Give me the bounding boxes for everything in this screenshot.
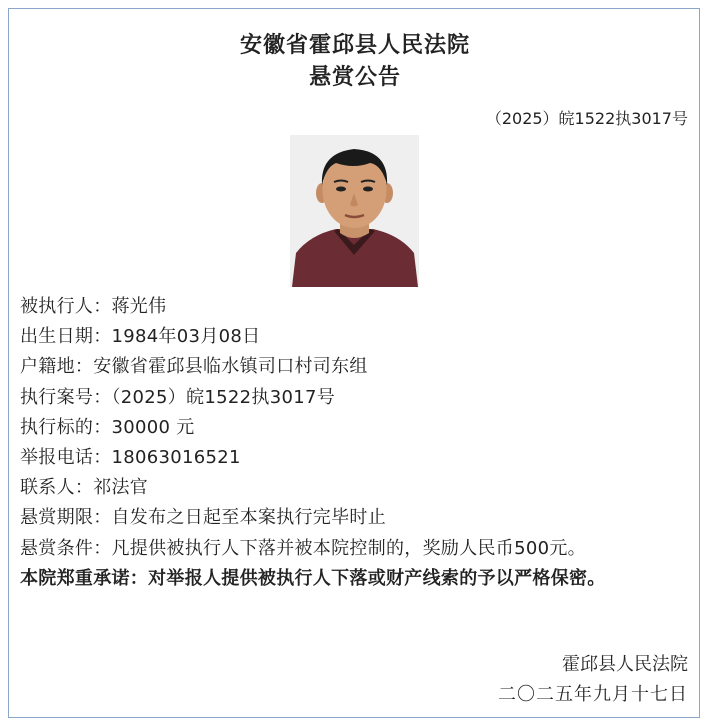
field-value: 祁法官 <box>93 477 149 499</box>
field-value: 对举报人提供被执行人下落或财产线索的予以严格保密。 <box>148 567 606 589</box>
field-value: （2025）皖1522执3017号 <box>111 386 336 408</box>
field-label: 户籍地： <box>20 356 94 378</box>
field-label: 悬赏条件： <box>20 537 112 559</box>
field-row-case-number <box>20 383 700 413</box>
field-row-phone <box>20 443 700 473</box>
field-label: 执行标的： <box>20 416 112 438</box>
field-label: 悬赏期限： <box>20 507 112 529</box>
field-value: 凡提供被执行人下落并被本院控制的，奖励人民币500元。 <box>111 537 586 559</box>
field-value: 18063016521 <box>111 446 241 468</box>
field-row-name <box>20 292 700 322</box>
issuer-signature: 霍邱县人民法院 <box>562 654 688 675</box>
field-label: 执行案号： <box>20 386 112 408</box>
field-value: 自发布之日起至本案执行完毕时止 <box>111 507 386 529</box>
court-name: 安徽省霍邱县人民法院 <box>239 33 470 58</box>
field-label: 被执行人： <box>20 296 112 317</box>
field-row-reward-period <box>20 503 700 533</box>
issue-date: 二〇二五年九月十七日 <box>498 684 688 705</box>
field-value: 30000 元 <box>111 416 195 438</box>
suspect-photo <box>290 135 419 287</box>
field-row-amount <box>20 413 700 443</box>
field-label: 出生日期： <box>20 326 112 348</box>
field-row-domicile <box>20 352 700 382</box>
notice-fields <box>20 292 700 594</box>
field-value: 安徽省霍邱县临水镇司口村司东组 <box>93 356 368 378</box>
notice-title: 悬赏公告 <box>308 65 401 90</box>
field-row-birthdate <box>20 322 700 352</box>
field-row-reward-condition <box>20 534 700 564</box>
field-row-confidentiality-promise <box>20 564 700 594</box>
field-label: 举报电话： <box>20 446 112 468</box>
field-label: 联系人： <box>20 477 94 499</box>
field-label: 本院郑重承诺： <box>20 567 149 589</box>
case-number-header: （2025）皖1522执3017号 <box>485 109 688 128</box>
field-row-contact <box>20 473 700 503</box>
field-value: 1984年03月08日 <box>111 326 261 348</box>
field-value: 蒋光伟 <box>111 296 167 317</box>
